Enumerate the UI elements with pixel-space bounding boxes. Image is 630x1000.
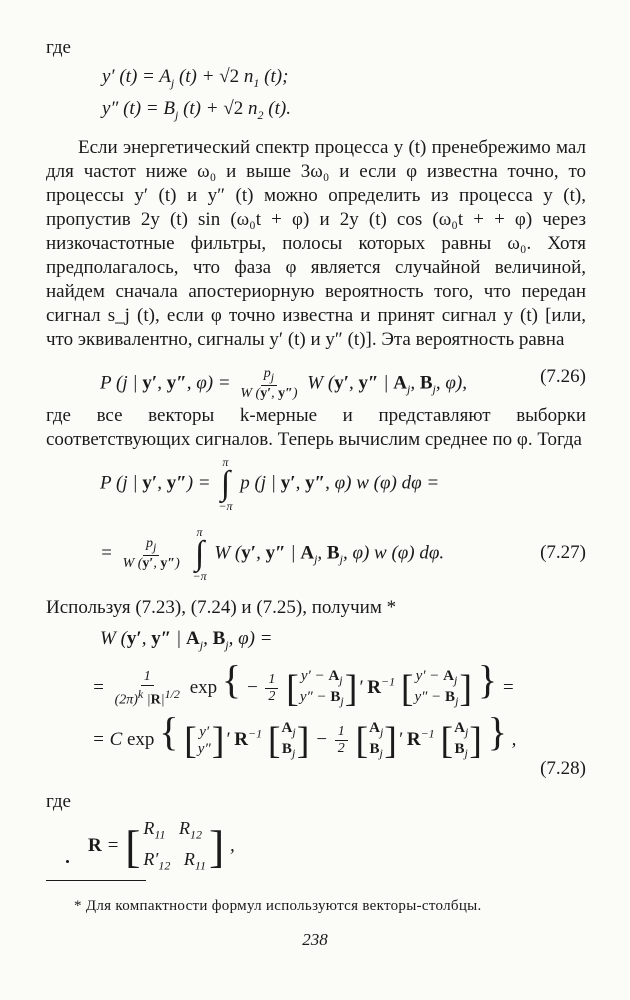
equation-7-28-line3: = C exp { [ y′ y″ ] ′ $R^{-1}$ [ $A_j$ $B_j$ ] − $\frac{1}{2}$ [ $A_j$ $B_j$ ] ′ $R^{-1}$ [ $A_j$ $B_j$ ] } , [92,709,517,762]
paragraph-using: Используя (7.23), (7.24) и (7.25), получим * [46,597,397,618]
equation-matrix-r: R = [ $R_{11}$ $R_{12}$ $R'_{12}$ $R_{11}$ ] , [88,818,235,873]
footnote: * Для компактности формул используются векторы-столбцы. [74,898,482,914]
page-number: 238 [302,930,328,949]
equation-7-28-line2: = $\frac{1}{(2\pi)^k |R|^{1/2}}$ exp { − $\frac{1}{2}$ [ $y' - A_j$ $y'' - B_j$ ] ′ $R^{-1}$ [ $y' - A_j$ $y'' - B_j$ ] } = [92,657,515,710]
equation-y-double-prime: y″ $(t) = B_j$ (t) + √2 $n_2$ (t). [102,98,291,122]
equation-y-prime: y′ $(t) = A_j$ (t) + √2 $n_1$ (t); [102,66,289,90]
stray-dot [66,860,69,863]
where-word: где [46,791,71,812]
footnote-rule [46,880,146,881]
equation-7-26: P (j | y′, y″, φ) = $\frac{p_j}{W (y', y'')}$ W (y′, y″ | $A_j$, $B_j$, φ), [100,366,467,401]
equation-7-27-line1: P (j | y′, y″) = π ∫ −π p (j | y′, y″, φ) w (φ) dφ = [100,455,440,513]
equation-7-28-line1: W (y′, y″ | $A_j$, $B_j$, φ) = [100,628,273,652]
equation-number-7-26: (7.26) [540,366,586,387]
equation-number-7-28: (7.28) [540,758,586,779]
equation-7-27-line2: = $\frac{p_j}{W (y', y'')}$ π ∫ −π W (y′, y″ | $A_j$, $B_j$, φ) w (φ) dφ. [100,525,445,583]
equation-number-7-27: (7.27) [540,542,586,563]
paragraph-vectors: где все векторы k-мерные и представляют выборки соответствующих сигналов. Теперь вычислим среднее по φ. Тогда [46,405,586,450]
header-word: где [46,37,71,58]
paragraph-spectrum: Если энергетический спектр процесса y (t) пренебрежимо мал для частот ниже ω₀ и выше 3ω₀ и если φ известна точно, то процессы y′ (t) и y″ (t) можно определить из процесса y (t), пропустив 2y (t) sin (ω₀t + φ) и 2y (t) cos (ω₀t + + φ) через низкочастотные фильтры, полосы которых равны ω₀. Хотя предполагалось, что фаза φ является случайной величиной, найдем сначала апостериорную вероятность того, что передан сигнал s_j (t), если φ точно известна и принят сигнал y (t) [или, что эквивалентно, сигналы y′ (t) и y″ (t)]. Эта вероятность равна [46,137,586,350]
